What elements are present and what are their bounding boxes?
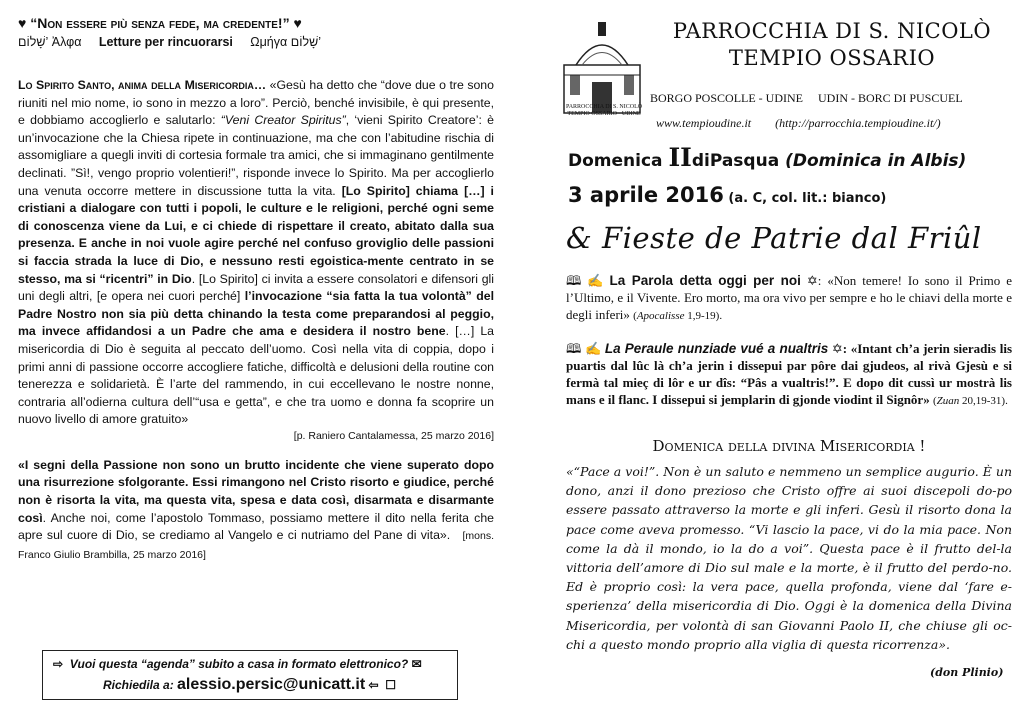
book-icon: 🕮 bbox=[566, 341, 582, 356]
checkbox-icon: ☐ bbox=[385, 678, 396, 692]
paragraph-bold: [Lo Spirito] chiama […] i cristiani a dialogare con tutti i popoli, le culture e le religioni, perché ogni seme di conoscenza viene da Lui, e ci chiede di rispettare il creato, abitato dalla sua presenza. E anche in noi vuole agire perché nel confuso groviglio delle passioni si faccia strada la luce di Dio, e nessuno resti egoistica-mente centrato in se stesso, ma si “ricentri” in Dio bbox=[18, 183, 494, 286]
heart-icon: ♥ bbox=[18, 15, 27, 31]
reading-italian bbox=[566, 272, 1012, 325]
paragraph-text: . […] La misericordia di Dio è seguita al peccato dell’uomo. Così nella vita di coppia, dopo i primi anni di passione occorre accogliere fatiche, difficoltà e delusioni della routine con tenerezza e solidarietà. È l’arte del rammendo, in cui eccellevano le nostre nonne, contraria all’odierna cultura dell’“usa e getta”, e che tra uomo e donna fa scoprire un nuovo livello di amore gratuito» bbox=[18, 324, 495, 427]
heart-icon: ♥ bbox=[293, 15, 302, 31]
reading-text: : «Non temere! Io sono il Primo e l’Ultimo, e il Vivente. Ero morto, ma ora vivo per sempre e ho le chiavi della morte e degli inferi» bbox=[566, 273, 1013, 322]
contact-label: Richiedila a: bbox=[103, 678, 174, 692]
day-latin: (Dominica in Albis) bbox=[779, 151, 967, 171]
left-arrow-icon: ⇦ bbox=[368, 678, 379, 692]
church-caption-text: PARROCCHIA DI S. NICOLÒ TEMPIO OSSARIO - UDINE bbox=[565, 104, 643, 117]
brambilla-paragraph bbox=[18, 457, 494, 565]
paragraph-bold: «I segni della Passione non sono un brutto incidente che viene superato dopo una risurrezione sfolgorante. Essi rimangono nel Cristo risorto e giudice, perché non è risorta la vita, ma questa vita, spesa e data così, disarmata e disarmante così bbox=[18, 457, 494, 525]
paragraph-text: . Anche noi, come l’apostolo Tommaso, possiamo mettere il dito nella ferita che apre sul cuore di Dio, se crediamo al Vangelo e ci nutriamo del Pane di vita». bbox=[18, 510, 494, 543]
pointing-arrow-icon: ⇨ bbox=[53, 657, 64, 671]
mercy-heading bbox=[566, 436, 1012, 456]
subtitle-alpha: שָׁלוֹם’ Ἀλφα bbox=[18, 35, 82, 49]
reading-reference: (Apocalisse 1,9-19). bbox=[633, 310, 723, 322]
reading-reference: (Zuan 20,19-31). bbox=[932, 395, 1008, 407]
day-word: Pasqua bbox=[709, 151, 780, 171]
mercy-paragraph: «“Pace a voi!”. Non è un saluto e nemmeno un semplice augurio. È un dono, anzi il dono prezioso che Cristo offre ai suoi discepoli do-po essere passato attraverso la morte e gli inferi. Gesù il risorto dona la pace come aveva promesso. “Vi lascio la pace, vi do la mia pace. Non come la dà il mondo, io la do a voi”. Questa pace è il frutto del-la vittoria dell’amore di Dio sul male e la morte, è il frutto del perdo-no. Ed è proprio così: la vera pace, quella profonda, viene dal ‘fare e-sperienza’ della misericordia di Dio. Oggi è la domenica della Divina Misericordia, per volontà di san Giovanni Paolo II, che chiuse gli oc-chi a questo mondo proprio alla viglia di questa ricorrenza». bbox=[566, 464, 1012, 652]
parish-name-line2: TEMPIO OSSARIO bbox=[728, 46, 936, 70]
page-title bbox=[18, 14, 494, 32]
writing-hand-icon: ✍ bbox=[587, 273, 604, 288]
subscription-question bbox=[53, 656, 422, 673]
subtitle-omega: Ωμήγα שָׁלוֹם’ bbox=[250, 35, 321, 49]
brambilla-attribution: [mons. Franco Giulio Brambilla, 25 marzo 2016] bbox=[18, 530, 494, 561]
subscription-question-text: Vuoi questa “agenda” subito a casa in formato elettronico? bbox=[69, 657, 409, 671]
liturgical-day bbox=[568, 145, 966, 174]
writing-hand-icon: ✍ bbox=[585, 341, 602, 356]
subscription-box bbox=[42, 650, 458, 700]
reading-text: : «Intant ch’a jerin sieradis lis puartis dal lûc là ch’a jerin i dissepui par pôre dai gjudeos, al rivà Gjesù e si fermà tal mieç di lôr e ur dîs: “Pâs a vualtris!”. E dopo dit cussì ur mostrà lis mans e il flanc. I dissepui si jemplarin di gjonde viodint il Signôr» bbox=[566, 341, 1013, 407]
star-of-david-icon: ✡ bbox=[831, 341, 843, 356]
paragraph-text: . [Lo Spirito] ci invita a essere consolatori e difensori gli uni degli altri, [e opera nei cuori perché] bbox=[18, 271, 494, 304]
reading-lead: La Peraule nunziade vué a nualtris bbox=[604, 341, 829, 356]
subtitle-label: Letture per rincuorarsi bbox=[98, 35, 233, 49]
day-word: di bbox=[691, 151, 710, 171]
parish-website-link[interactable]: www.tempioudine.it (http://parrocchia.tempioudine.it/) bbox=[656, 116, 941, 130]
subscription-contact bbox=[103, 676, 396, 694]
date-text: 3 aprile 2016 bbox=[568, 183, 724, 207]
book-icon: 🕮 bbox=[566, 273, 582, 288]
parish-name-line1: PARROCCHIA DI S. NICOLÒ bbox=[672, 19, 992, 43]
paragraph-text: «Gesù ha detto che “dove due o tre sono riuniti nel mio nome, io sono in mezzo a loro”. Perciò, benché invisibile, è qui presente, e dobbiamo accoglierlo e salutarlo: bbox=[18, 78, 494, 128]
left-column bbox=[18, 14, 494, 564]
reading-lead: La Parola detta oggi per noi bbox=[609, 273, 801, 288]
paragraph-italic: “Veni Creator Spiritus” bbox=[220, 113, 346, 128]
paragraph-heading: Lo Spirito Santo, anima della Misericordia… bbox=[18, 78, 267, 92]
cantalamessa-attribution: [p. Raniero Cantalamessa, 25 marzo 2016] bbox=[293, 429, 494, 442]
signature: (don Plinio) bbox=[930, 666, 1004, 679]
liturgical-date bbox=[568, 180, 886, 214]
contact-email-link[interactable]: alessio.persic@unicatt.it bbox=[177, 676, 366, 693]
date-note: (a. C, col. lit.: bianco) bbox=[723, 191, 887, 206]
title-text: “Non essere più senza fede, ma credente!” bbox=[30, 15, 290, 31]
parish-address: BORGO POSCOLLE - UDINE UDIN - BORC DI PUSCUEL bbox=[650, 91, 963, 105]
day-word: Domenica bbox=[568, 151, 669, 171]
paragraph-bold: l’invocazione “sia fatta la tua volontà” del Padre Nostro non sia più detta chinando la testa come preparandosi al peggio, ma invece affidandosi a un Padre che ama e desidera il nostro bene bbox=[18, 289, 494, 339]
star-of-david-icon: ✡ bbox=[806, 273, 818, 288]
mailbox-icon: ✉ bbox=[411, 657, 422, 671]
reading-friulian bbox=[566, 340, 1012, 410]
cantalamessa-paragraph bbox=[18, 77, 494, 429]
church-building-icon bbox=[562, 20, 642, 115]
day-number: II bbox=[668, 143, 692, 172]
paragraph-text: , ‘vieni Spirito Creatore’: è un’invocazione che la Chiesa ripete in continuazione, ma che con l’abitudine rischia di assomigliare a quegli inviti di cortesia formale tra amici, che si immaginano gentilmente declinati. ”Sì!, vengo proprio volentieri!”, risponde invece lo Spirito. Ma per accoglierlo una venuta occorre mettere in discussione tutta la vita. bbox=[18, 113, 495, 198]
parish-name bbox=[652, 18, 1012, 72]
mercy-heading-text: Domenica della divina Misericordia ! bbox=[652, 437, 926, 455]
feast-title: & Fieste de Patrie dal Friûl bbox=[566, 221, 982, 255]
subtitle-line bbox=[18, 34, 494, 51]
church-caption bbox=[562, 104, 646, 118]
